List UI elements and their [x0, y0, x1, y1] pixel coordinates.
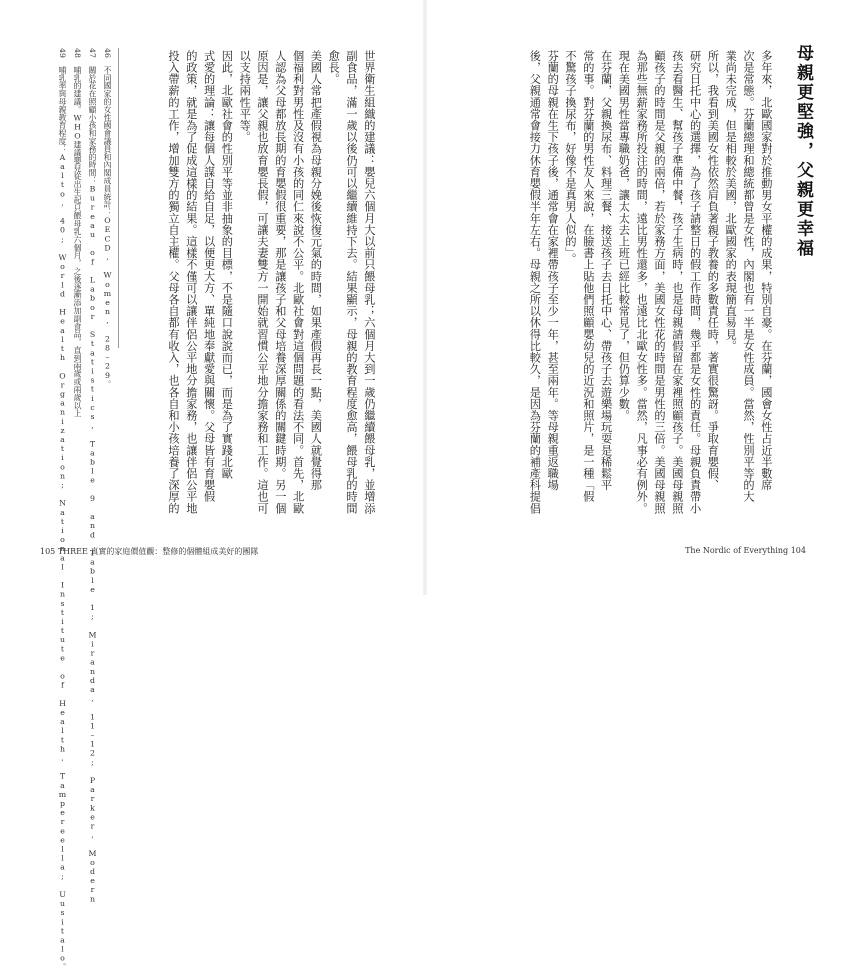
text-column: 美國人常把產假視為母親分娩後恢復元氣的時間，如果產假再長一點，美國人就覺得那 [309, 50, 323, 491]
text-column: 投入帶薪的工作，增加雙方的獨立自主權。父母各自都有收入，也各自和小孩培養了深厚的 [166, 50, 180, 514]
right-page-number: 104 [790, 546, 806, 555]
footnote-number: 47 [88, 48, 97, 59]
chapter-heading: 母親更堅強，父親更幸福 [793, 44, 813, 259]
left-footer [40, 546, 258, 557]
text-column: 因此，北歐社會的性別平等並非抽象的目標，不是隨口說說而已，而是為了實踐北歐 [220, 50, 234, 480]
text-column: 研究日托中心的選擇，為了孩子請整日的假工作時間，幾乎都是女性的責任。母親負責帶小 [688, 50, 702, 514]
left-page-number: 105 [40, 547, 56, 556]
footnote-number: 48 [73, 48, 82, 59]
running-book-title: The Nordic of Everything [685, 546, 789, 555]
text-column: 孩去看醫生、幫孩子準備中餐，孩子生病時，也是母親請假留在家裡照顧孩子。美國母親照 [670, 50, 684, 514]
text-column: 不驚孩子換尿布，好像不是真男人似的」。 [563, 50, 577, 265]
footnote-text: 哺乳的建議。WHO建議嬰兒從出生起只餵母乳六個月，之後逐漸添加副食品，直到兩歲或兩歲以上 [73, 66, 82, 418]
text-column: 原因是，讓父親也放育嬰長假，可讓夫妻雙方一開始就習慣公平地分擔家務和工作。這也可 [255, 50, 269, 514]
text-column: 現在美國男性當專職奶爸，讓太太去上班已經比較常見了，但仍算少數。 [617, 50, 631, 422]
text-column: 人認為父母都放長期的育嬰假很重要，那是讓孩子和父母培養深厚關係的關鍵時期。另一個 [273, 50, 287, 514]
right-footer [685, 546, 806, 555]
text-column: 後，父親通常會接力休育嬰假半年左右。母親之所以休得比較久，是因為芬蘭的補產科提倡 [528, 50, 542, 514]
footnote-number: 49 [58, 48, 67, 59]
text-column: 以支持兩性平等。 [238, 50, 252, 143]
text-column: 個福利對男性及沒有小孩的同仁來說不公平。北歐社會對這個問題的看法不同。首先，北歐 [291, 50, 305, 514]
text-column: 式愛的理論：讓每個人謀自給自足，以便更大方、單純地奉獻愛與關懷。父母皆有育嬰假 [202, 50, 216, 503]
text-column: 在芬蘭，父親換尿布、料理三餐、接送孩子去日托中心、帶孩子去遊樂場玩耍是稀鬆平 [599, 50, 613, 491]
right-page [425, 0, 850, 595]
footnote-text: 哺乳率與母親教育程度：Aalto, 40; World Health Organization; National Institute of Health, Tampereella; Uusitalo。 [58, 66, 67, 971]
text-column: 所以，我看到美國女性依然肩負著親子教養的多數責任時，著實很驚訝。爭取育嬰假、 [706, 50, 720, 491]
text-column: 芬蘭的母親在生下孩子後，通常會在家裡帶孩子至少一年，甚至兩年。等母親重返職場 [546, 50, 560, 491]
footnote-text: 關於花在照顧小孩和家務的時間：Bureau of Labor Statistics, Table 9 and Table 1; Miranda, 11–12; Parker, Modern [88, 66, 97, 904]
text-column: 次是常態。芬蘭總理和總統都曾是女性，內閣也有一半是女性成員。當然，性別平等的大 [741, 50, 755, 503]
text-column: 多年來，北歐國家對於推動男女平權的成果，特別自豪。在芬蘭，國會女性占近半數席 [759, 50, 773, 491]
text-column: 業尚未完成，但是相較於美國，北歐國家的表現簡直易見。 [724, 50, 738, 352]
text-column: 為那些無薪家務所投注的時間，遠比男性還多，也遠比北歐女性多。當然，凡事必有例外。 [635, 50, 649, 514]
chapter-title: 真實的家庭價值觀：整修的個體組成美好的團隊 [90, 547, 259, 556]
text-column: 愈長。 [327, 50, 341, 85]
text-column: 副食品，滿一歲以後仍可以繼續維持下去。結果顯示，母親的教育程度愈高，餵母乳的時間 [344, 50, 358, 514]
text-column: 顧孩子的時間是父親的兩倍，若於家務方面，美國女性花的時間是男性的三倍。美國母親照 [652, 50, 666, 514]
text-column: 常的事。對芬蘭的男性友人來說，在臉書上貼他們照顧嬰幼兒的近況和照片，是一種「假 [581, 50, 595, 503]
text-column: 世界衛生組織的建議：嬰兒六個月大以前只餵母乳；六個月大到一歲仍繼續餵母乳，並增添 [362, 50, 376, 514]
footnote-number: 46 [103, 48, 112, 59]
footnote-text: 不同國家的女性國會議員和內閣成員統計：OECD, Women, 28–29。 [103, 66, 112, 388]
chapter-label: THREE [57, 547, 88, 556]
text-column: 的政策，就是為了促成這樣的結果。這樣不僅可以讓伴侶公平地分擔家務，也讓伴侶公平地 [184, 50, 198, 514]
